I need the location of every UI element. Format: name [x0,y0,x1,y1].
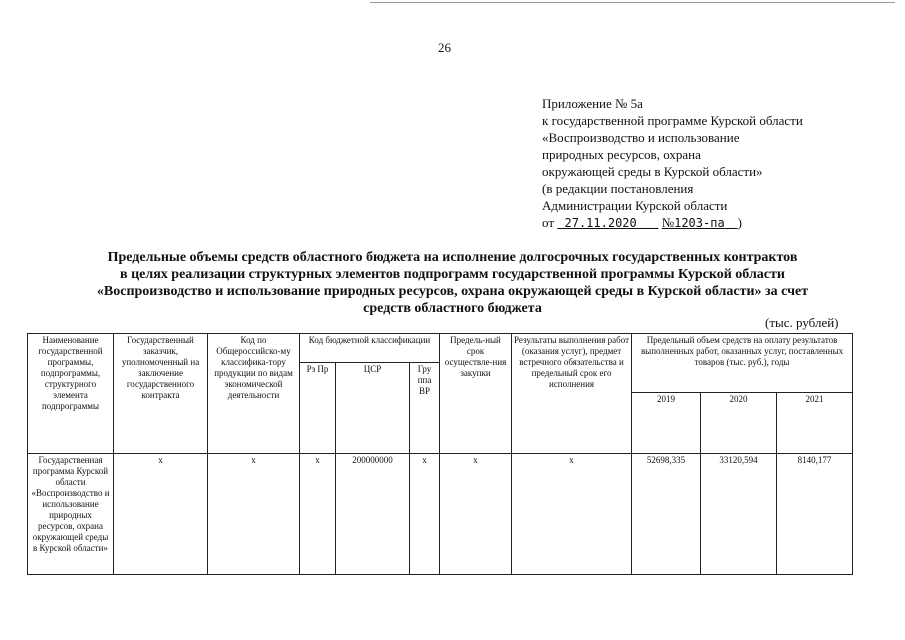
cell-results: х [512,454,632,575]
title-line: средств областного бюджета [363,301,542,316]
cell-okpd: х [208,454,300,575]
appendix-date-line [542,214,803,232]
header-row-1 [28,334,853,363]
appendix-line: окружающей среды в Курской области» [542,164,763,179]
header-okpd: Код по Общероссийско-му классифика-тору продукции по видам экономической деятельности [208,334,300,454]
table-row [28,454,853,575]
cell-name: Государственная программа Курской области «Воспроизводство и использование природных ресурсов, охрана окружающей среды в Курской области» [28,454,114,575]
page-number: 26 [438,40,451,55]
appendix-line: Приложение № 5а [542,96,643,111]
appendix-line: Администрации Курской области [542,198,728,213]
document-title [40,249,865,317]
date-prefix: от [542,215,555,230]
appendix-line: к государственной программе Курской области [542,113,803,128]
appendix-block [542,95,803,232]
title-line: в целях реализации структурных элементов подпрограмм государственной программы Курской области [120,267,785,282]
header-rzpr: Рз Пр [300,363,336,454]
header-year: 2021 [777,393,853,454]
header-budget-code: Код бюджетной классификации [300,334,440,363]
header-year: 2019 [632,393,701,454]
cell-deadline: х [440,454,512,575]
decree-number [662,215,738,230]
appendix-line: природных ресурсов, охрана [542,147,701,162]
cell-csr: 200000000 [336,454,410,575]
number-suffix: ) [737,215,743,230]
number-value: 1203-па [674,216,725,230]
header-deadline: Предель-ный срок осуществле-ния закупки [440,334,512,454]
title-line: «Воспроизводство и использование природных ресурсов, охрана окружающей среды в Курской области» за счет [96,284,809,299]
cell-value-2020: 33120,594 [701,454,777,575]
units-label: (тыс. рублей) [765,315,839,330]
appendix-line: (в редакции постановления [542,181,694,196]
budget-table [27,333,853,575]
header-vr: Гру ппа ВР [410,363,440,454]
header-limit: Предельный объем средств на оплату результатов выполненных работ, оказанных услуг, поставленных товаров (тыс. руб.), годы [632,334,853,393]
appendix-line: «Воспроизводство и использование [542,130,740,145]
number-prefix: № [661,215,675,230]
cell-rzpr: х [300,454,336,575]
header-year: 2020 [701,393,777,454]
cell-customer: х [114,454,208,575]
header-results: Результаты выполнения работ (оказания услуг), предмет встречного обязательства и предельный срок его исполнения [512,334,632,454]
cell-value-2021: 8140,177 [777,454,853,575]
top-divider-line [370,2,895,3]
header-customer: Государственный заказчик, уполномоченный на заключение государственного контракта [114,334,208,454]
cell-vr: х [410,454,440,575]
header-name: Наименование государственной программы, подпрограммы, структурного элемента подпрограммы [28,334,114,454]
cell-value-2019: 52698,335 [632,454,701,575]
title-line: Предельные объемы средств областного бюджета на исполнение долгосрочных государственных контрактов [107,250,798,265]
decree-date: 27.11.2020 [564,216,637,230]
header-csr: ЦСР [336,363,410,454]
